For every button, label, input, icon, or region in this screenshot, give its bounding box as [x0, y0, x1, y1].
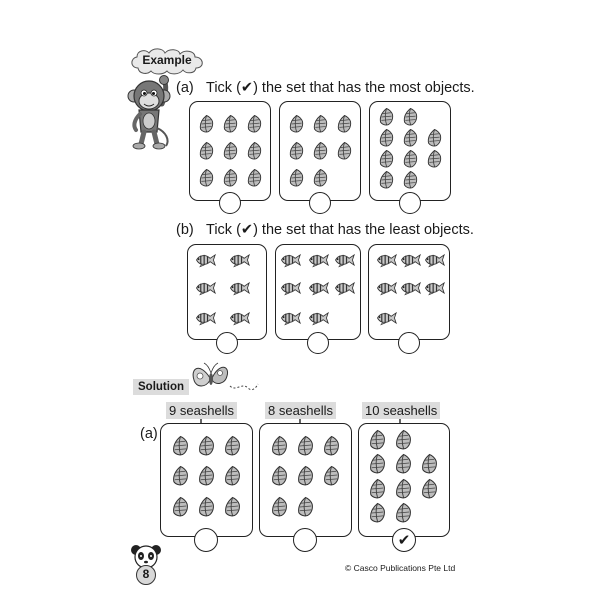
- fish-icon: [307, 252, 329, 268]
- butterfly-icon: [190, 360, 260, 396]
- seashell-icon: [378, 170, 395, 190]
- question-suffix: ) the set that has the least objects.: [253, 222, 474, 238]
- seashell-icon: [426, 149, 443, 169]
- seashell-icon: [288, 168, 305, 188]
- solution-part-label: (a): [140, 426, 158, 442]
- fish-icon: [194, 310, 216, 326]
- seashell-icon: [368, 429, 387, 451]
- fish-icon: [228, 252, 250, 268]
- seashell-icon: [198, 168, 215, 188]
- seashell-icon: [394, 478, 413, 500]
- seashell-icon: [378, 107, 395, 127]
- example-part-a-question: [206, 80, 475, 96]
- seashell-icon: [288, 141, 305, 161]
- seashell-icon: [171, 496, 190, 518]
- set-b-answer-circle-3[interactable]: [398, 332, 420, 354]
- question-prefix: Tick (: [206, 80, 241, 96]
- set-a-answer-circle-3[interactable]: [399, 192, 421, 214]
- fish-icon: [375, 310, 397, 326]
- seashell-icon: [246, 141, 263, 161]
- solution-badge: Solution: [133, 379, 189, 395]
- set-b-answer-circle-1[interactable]: [216, 332, 238, 354]
- seashell-icon: [171, 465, 190, 487]
- seashell-icon: [378, 128, 395, 148]
- monkey-icon: [126, 74, 176, 152]
- seashell-icon: [198, 114, 215, 134]
- seashell-icon: [296, 435, 315, 457]
- seashell-icon: [394, 429, 413, 451]
- example-part-a-label: (a): [176, 80, 194, 96]
- example-badge: Example: [142, 53, 192, 67]
- fish-icon: [307, 280, 329, 296]
- page-number: 8: [142, 567, 150, 581]
- fish-icon: [194, 252, 216, 268]
- seashell-icon: [336, 114, 353, 134]
- seashell-icon: [312, 168, 329, 188]
- seashell-icon: [402, 149, 419, 169]
- example-part-b-question: [206, 222, 474, 238]
- fish-icon: [375, 252, 397, 268]
- example-part-b-label: (b): [176, 222, 194, 238]
- question-suffix: ) the set that has the most objects.: [253, 80, 475, 96]
- fish-icon: [333, 280, 355, 296]
- seashell-icon: [368, 453, 387, 475]
- seashell-icon: [402, 107, 419, 127]
- solution-answer-circle-1[interactable]: [194, 528, 218, 552]
- seashell-icon: [246, 168, 263, 188]
- seashell-icon: [394, 453, 413, 475]
- seashell-icon: [368, 478, 387, 500]
- fish-icon: [399, 280, 421, 296]
- solution-count-1: 9 seashells: [166, 402, 237, 419]
- seashell-icon: [197, 435, 216, 457]
- seashell-icon: [336, 141, 353, 161]
- seashell-icon: [322, 435, 341, 457]
- seashell-icon: [426, 128, 443, 148]
- solution-count-2: 8 seashells: [265, 402, 336, 419]
- fish-icon: [333, 252, 355, 268]
- fish-icon: [228, 280, 250, 296]
- set-a-answer-circle-1[interactable]: [219, 192, 241, 214]
- seashell-icon: [222, 114, 239, 134]
- seashell-icon: [312, 141, 329, 161]
- seashell-icon: [420, 478, 439, 500]
- seashell-icon: [368, 502, 387, 524]
- seashell-icon: [223, 496, 242, 518]
- copyright-text: © Casco Publications Pte Ltd: [345, 563, 456, 573]
- fish-icon: [279, 252, 301, 268]
- seashell-icon: [296, 496, 315, 518]
- fish-icon: [399, 252, 421, 268]
- tick-symbol: ✔: [240, 80, 254, 96]
- fish-icon: [279, 280, 301, 296]
- seashell-icon: [171, 435, 190, 457]
- seashell-icon: [197, 465, 216, 487]
- seashell-icon: [394, 502, 413, 524]
- question-prefix: Tick (: [206, 222, 241, 238]
- seashell-icon: [270, 435, 289, 457]
- fish-icon: [194, 280, 216, 296]
- seashell-icon: [288, 114, 305, 134]
- fish-icon: [375, 280, 397, 296]
- fish-icon: [423, 280, 445, 296]
- fish-icon: [307, 310, 329, 326]
- tick-symbol: ✔: [240, 222, 254, 238]
- seashell-icon: [296, 465, 315, 487]
- fish-icon: [279, 310, 301, 326]
- seashell-icon: [322, 465, 341, 487]
- seashell-icon: [420, 453, 439, 475]
- seashell-icon: [222, 168, 239, 188]
- seashell-icon: [312, 114, 329, 134]
- seashell-icon: [270, 496, 289, 518]
- fish-icon: [228, 310, 250, 326]
- solution-answer-circle-3[interactable]: [392, 528, 416, 552]
- seashell-icon: [378, 149, 395, 169]
- answer-tick-mark: ✔: [397, 532, 411, 549]
- seashell-icon: [223, 465, 242, 487]
- set-b-answer-circle-2[interactable]: [307, 332, 329, 354]
- fish-icon: [423, 252, 445, 268]
- seashell-icon: [197, 496, 216, 518]
- seashell-icon: [198, 141, 215, 161]
- solution-count-3: 10 seashells: [362, 402, 440, 419]
- seashell-icon: [402, 128, 419, 148]
- seashell-icon: [222, 141, 239, 161]
- seashell-icon: [246, 114, 263, 134]
- seashell-icon: [402, 170, 419, 190]
- seashell-icon: [223, 435, 242, 457]
- seashell-icon: [270, 465, 289, 487]
- solution-answer-circle-2[interactable]: [293, 528, 317, 552]
- set-a-answer-circle-2[interactable]: [309, 192, 331, 214]
